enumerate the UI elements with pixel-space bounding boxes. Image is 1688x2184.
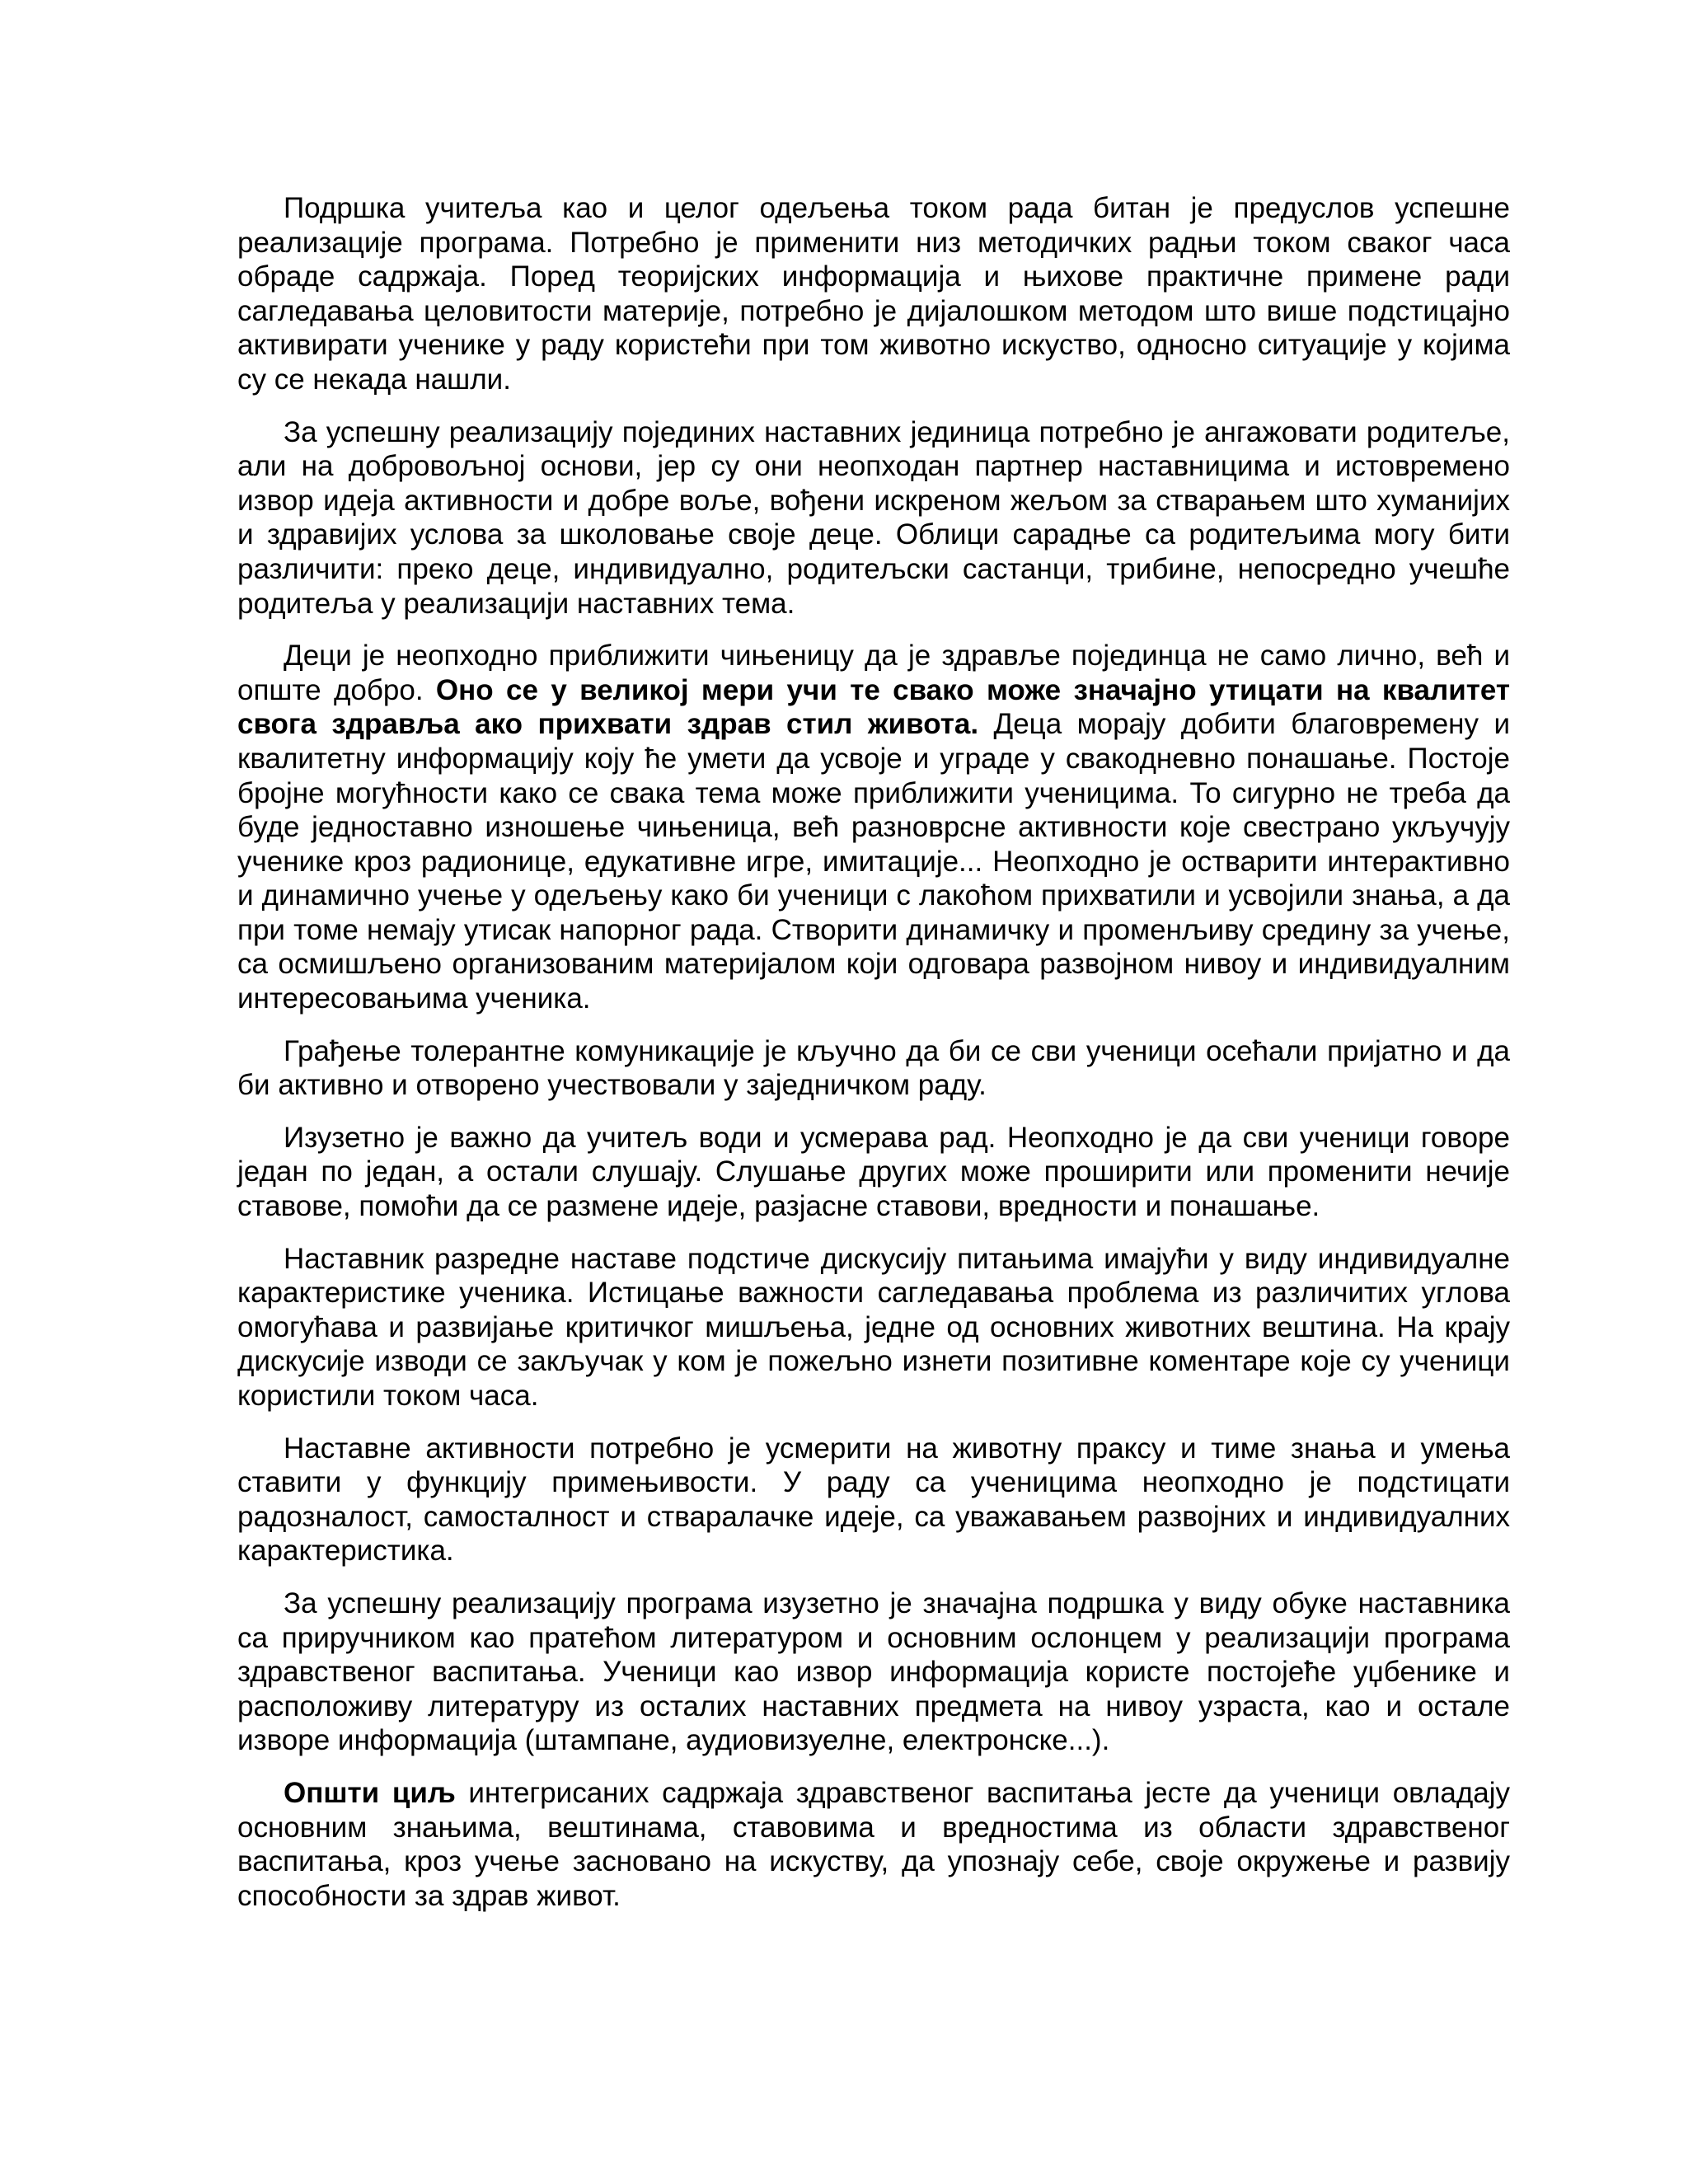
paragraph-5-text: Изузетно је важно да учитељ води и усмерава рад. Неопходно је да сви ученици говоре један по један, а остали слушају. Слушање других може проширити или променити нечије ставове, помоћи да се размене идеје, разјасне ставови, вредности и понашање. <box>237 1121 1510 1223</box>
paragraph-4-text: Грађење толерантне комуникације је кључно да би се сви ученици осећали пријатно и да би активно и отворено учествовали у заједничком раду. <box>237 1034 1510 1102</box>
paragraph-9-bold-text: Општи циљ <box>284 1776 456 1809</box>
paragraph-4 <box>237 1034 1510 1103</box>
paragraph-2-text: За успешну реализацију појединих наставних јединица потребно је ангажовати родитеље, али на добровољној основи, јер су они неопходан партнер наставницима и истовремено извор идеја активности и добре воље, вођени искреном жељом за стварањем што хуманијих и здравијих услова за школовање своје деце. Облици сарадње са родитељима могу бити различити: преко деце, индивидуално, родитељски састанци, трибине, непосредно учешће родитеља у реализацији наставних тема. <box>237 415 1510 620</box>
paragraph-3-text-before: Деци је неопходно приближити чињеницу да је здравље појединца не само лично, већ и опште добро. <box>237 640 1510 706</box>
paragraph-5 <box>237 1121 1510 1224</box>
paragraph-3 <box>237 639 1510 1016</box>
paragraph-7 <box>237 1432 1510 1568</box>
paragraph-3-text-after: Деца морају добити благовремену и квалитетну информацију коју ће умети да усвоје и уграде у свакодневно понашање. Постоје бројне могућности како се свака тема може приближити ученицима. То сигурно не треба да буде једноставно изношење чињеница, већ разноврсне активности које свестрано укључују ученике кроз радионице, едукативне игре, имитације... Неопходно је остварити интерактивно и динамично учење у одељењу како би ученици с лакоћом прихватили и усвојили знања, а да при томе немају утисак напорног рада. Створити динамичку и променљиву средину за учење, са осмишљено организованим материјалом који одговара развојном нивоу и индивидуалним интересовањима ученика. <box>237 708 1510 1015</box>
paragraph-8-text: За успешну реализацију програма изузетно је значајна подршка у виду обуке наставника са приручником као пратећом литературом и основним ослонцем у реализацији програма здравственог васпитања. Ученици као извор информација користе постојеће уџбенике и расположиву литературу из осталих наставних предмета на нивоу узраста, као и остале изворе информација (штампане, аудиовизуелне, електронске...). <box>237 1586 1510 1757</box>
paragraph-3-bold-text: Оно се у великој мери учи те свако може значајно утицати на квалитет свога здравља ако прихвати здрав стил живота. <box>237 673 1511 741</box>
paragraph-6 <box>237 1242 1510 1413</box>
paragraph-2 <box>237 415 1510 621</box>
paragraph-1 <box>237 191 1510 397</box>
paragraph-7-text: Наставне активности потребно је усмерити на животну праксу и тиме знања и умења ставити у функцију примењивости. У раду са ученицима неопходно је подстицати радозналост, самосталност и стваралачке идеје, са уважавањем развојних и индивидуалних карактеристика. <box>237 1432 1510 1568</box>
paragraph-9-text-after: интегрисаних садржаја здравственог васпитања јесте да ученици овладају основним знањима, вештинама, ставовима и вредностима из области здравственог васпитања, кроз учење засновано на искуству, да упознају себе, своје окружење и развију способности за здрав живот. <box>237 1776 1510 1912</box>
document-page <box>237 191 1510 1931</box>
paragraph-1-text: Подршка учитеља као и целог одељења током рада битан је предуслов успешне реализације програма. Потребно је применити низ методичких радњи током сваког часа обраде садржаја. Поред теоријских информација и њихове практичне примене ради сагледавања целовитости материје, потребно је дијалошком методом што више подстицајно активирати ученике у раду користећи при том животно искуство, односно ситуације у којима су се некада нашли. <box>237 192 1510 396</box>
paragraph-9 <box>237 1776 1510 1913</box>
paragraph-8 <box>237 1586 1510 1758</box>
paragraph-6-text: Наставник разредне наставе подстиче дискусију питањима имајући у виду индивидуалне карактеристике ученика. Истицање важности сагледавања проблема из различитих углова омогућава и развијање критичког мишљења, једне од основних животних вештина. На крају дискусије изводи се закључак у ком је пожељно изнети позитивне коментаре које су ученици користили током часа. <box>237 1242 1510 1412</box>
